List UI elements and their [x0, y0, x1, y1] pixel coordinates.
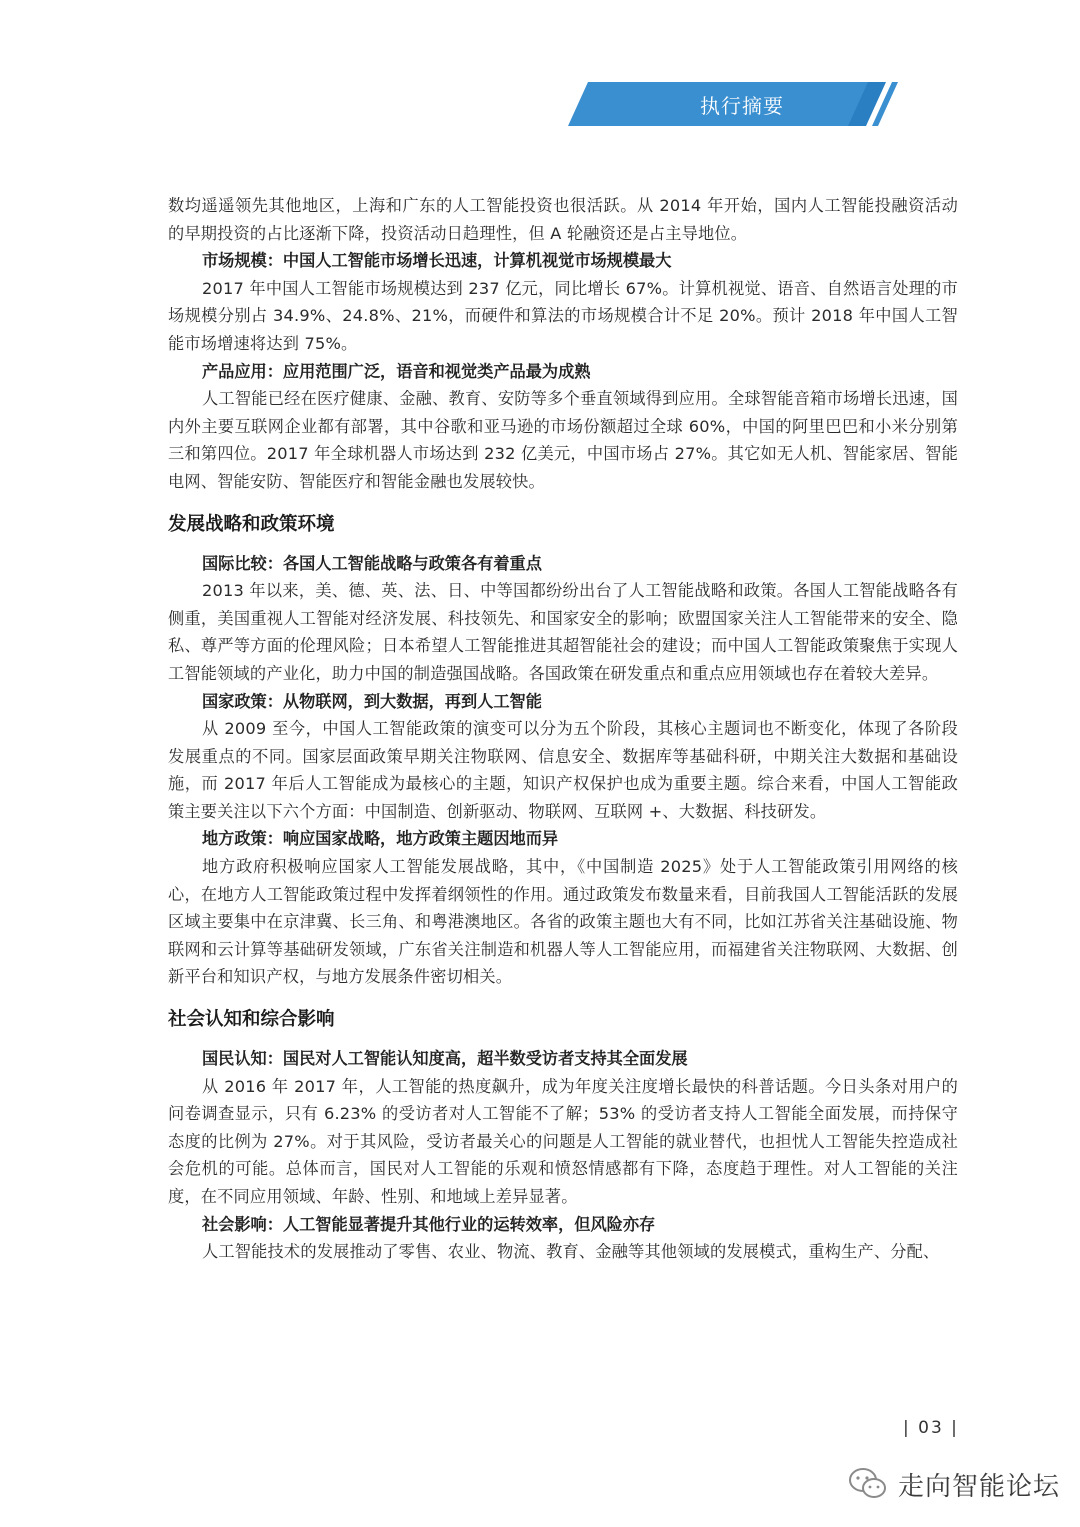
- header-title: 执行摘要: [700, 94, 784, 118]
- document-body: [168, 192, 958, 1266]
- section-heading-society: 社会认知和综合影响: [168, 1009, 335, 1031]
- paragraph-investment: 数均遥遥领先其他地区，上海和广东的人工智能投资也很活跃。从 2014 年开始，国内人工智能投融资活动的早期投资的占比逐渐下降，投资活动日趋理性，但 A 轮融资还是占主导地位。: [168, 196, 958, 243]
- wechat-icon: [848, 1467, 888, 1501]
- subheading-international: 国际比较：各国人工智能战略与政策各有着重点: [202, 553, 542, 573]
- paragraph-product-application: 人工智能已经在医疗健康、金融、教育、安防等多个垂直领域得到应用。全球智能音箱市场增长迅速，国内外主要互联网企业都有部署，其中谷歌和亚马逊的市场份额超过全球 60%，中国的阿里巴巴和小米分别第三和第四位。2017 年全球机器人市场达到 232 亿美元，中国市场占 27%。其它如无人机、智能家居、智能电网、智能安防、智能医疗和智能金融也发展较快。: [168, 389, 958, 491]
- paragraph-social-impact: 人工智能技术的发展推动了零售、农业、物流、教育、金融等其他领域的发展模式，重构生产、分配、: [202, 1242, 940, 1262]
- watermark: [848, 1464, 1060, 1504]
- paragraph-national-policy: 从 2009 至今，中国人工智能政策的演变可以分为五个阶段，其核心主题词也不断变化，体现了各阶段发展重点的不同。国家层面政策早期关注物联网、信息安全、数据库等基础科研，中期关注大数据和基础设施，而 2017 年后人工智能成为最核心的主题，知识产权保护也成为重要主题。综合来看，中国人工智能政策主要关注以下六个方面：中国制造、创新驱动、物联网、互联网 +、大数据、科技研发。: [168, 719, 958, 821]
- paragraph-international: 2013 年以来，美、德、英、法、日、中等国都纷纷出台了人工智能战略和政策。各国人工智能战略各有侧重，美国重视人工智能对经济发展、科技领先、和国家安全的影响；欧盟国家关注人工智能带来的安全、隐私、尊严等方面的伦理风险；日本希望人工智能推进其超智能社会的建设；而中国人工智能政策聚焦于实现人工智能领域的产业化，助力中国的制造强国战略。各国政策在研发重点和重点应用领域也存在着较大差异。: [168, 581, 958, 683]
- paragraph-public-awareness: 从 2016 年 2017 年，人工智能的热度飙升，成为年度关注度增长最快的科普话题。今日头条对用户的问卷调查显示，只有 6.23% 的受访者对人工智能不了解；53% 的受访者支持人工智能全面发展，而持保守态度的比例为 27%。对于其风险，受访者最关心的问题是人工智能的就业替代，也担忧人工智能失控造成社会危机的可能。总体而言，国民对人工智能的乐观和愤怒情感都有下降，态度趋于理性。对人工智能的关注度，在不同应用领域、年龄、性别、和地域上差异显著。: [168, 1076, 958, 1206]
- watermark-text: 走向智能论坛: [898, 1471, 1061, 1502]
- subheading-local-policy: 地方政策：响应国家战略，地方政策主题因地而异: [202, 829, 559, 849]
- section-heading-strategy: 发展战略和政策环境: [168, 513, 335, 535]
- subheading-social-impact: 社会影响：人工智能显著提升其他行业的运转效率，但风险亦存: [202, 1214, 656, 1234]
- paragraph-market-scale: 2017 年中国人工智能市场规模达到 237 亿元，同比增长 67%。计算机视觉、语音、自然语言处理的市场规模分别占 34.9%、24.8%、21%，而硬件和算法的市场规模合计不足 20%。预计 2018 年中国人工智能市场增速将达到 75%。: [168, 278, 958, 353]
- page-number: | 03 |: [903, 1418, 959, 1438]
- subheading-market-scale: 市场规模：中国人工智能市场增长迅速，计算机视觉市场规模最大: [202, 251, 672, 271]
- subheading-national-policy: 国家政策：从物联网，到大数据，再到人工智能: [202, 691, 542, 711]
- subheading-public-awareness: 国民认知：国民对人工智能认知度高，超半数受访者支持其全面发展: [202, 1049, 688, 1069]
- paragraph-local-policy: 地方政府积极响应国家人工智能发展战略，其中，《中国制造 2025》处于人工智能政策引用网络的核心，在地方人工智能政策过程中发挥着纲领性的作用。通过政策发布数量来看，目前我国人工智能活跃的发展区域主要集中在京津冀、长三角、和粤港澳地区。各省的政策主题也大有不同，比如江苏省关注基础设施、物联网和云计算等基础研发领域，广东省关注制造和机器人等人工智能应用，而福建省关注物联网、大数据、创新平台和知识产权，与地方发展条件密切相关。: [168, 857, 958, 987]
- subheading-product-application: 产品应用：应用范围广泛，语音和视觉类产品最为成熟: [202, 361, 591, 381]
